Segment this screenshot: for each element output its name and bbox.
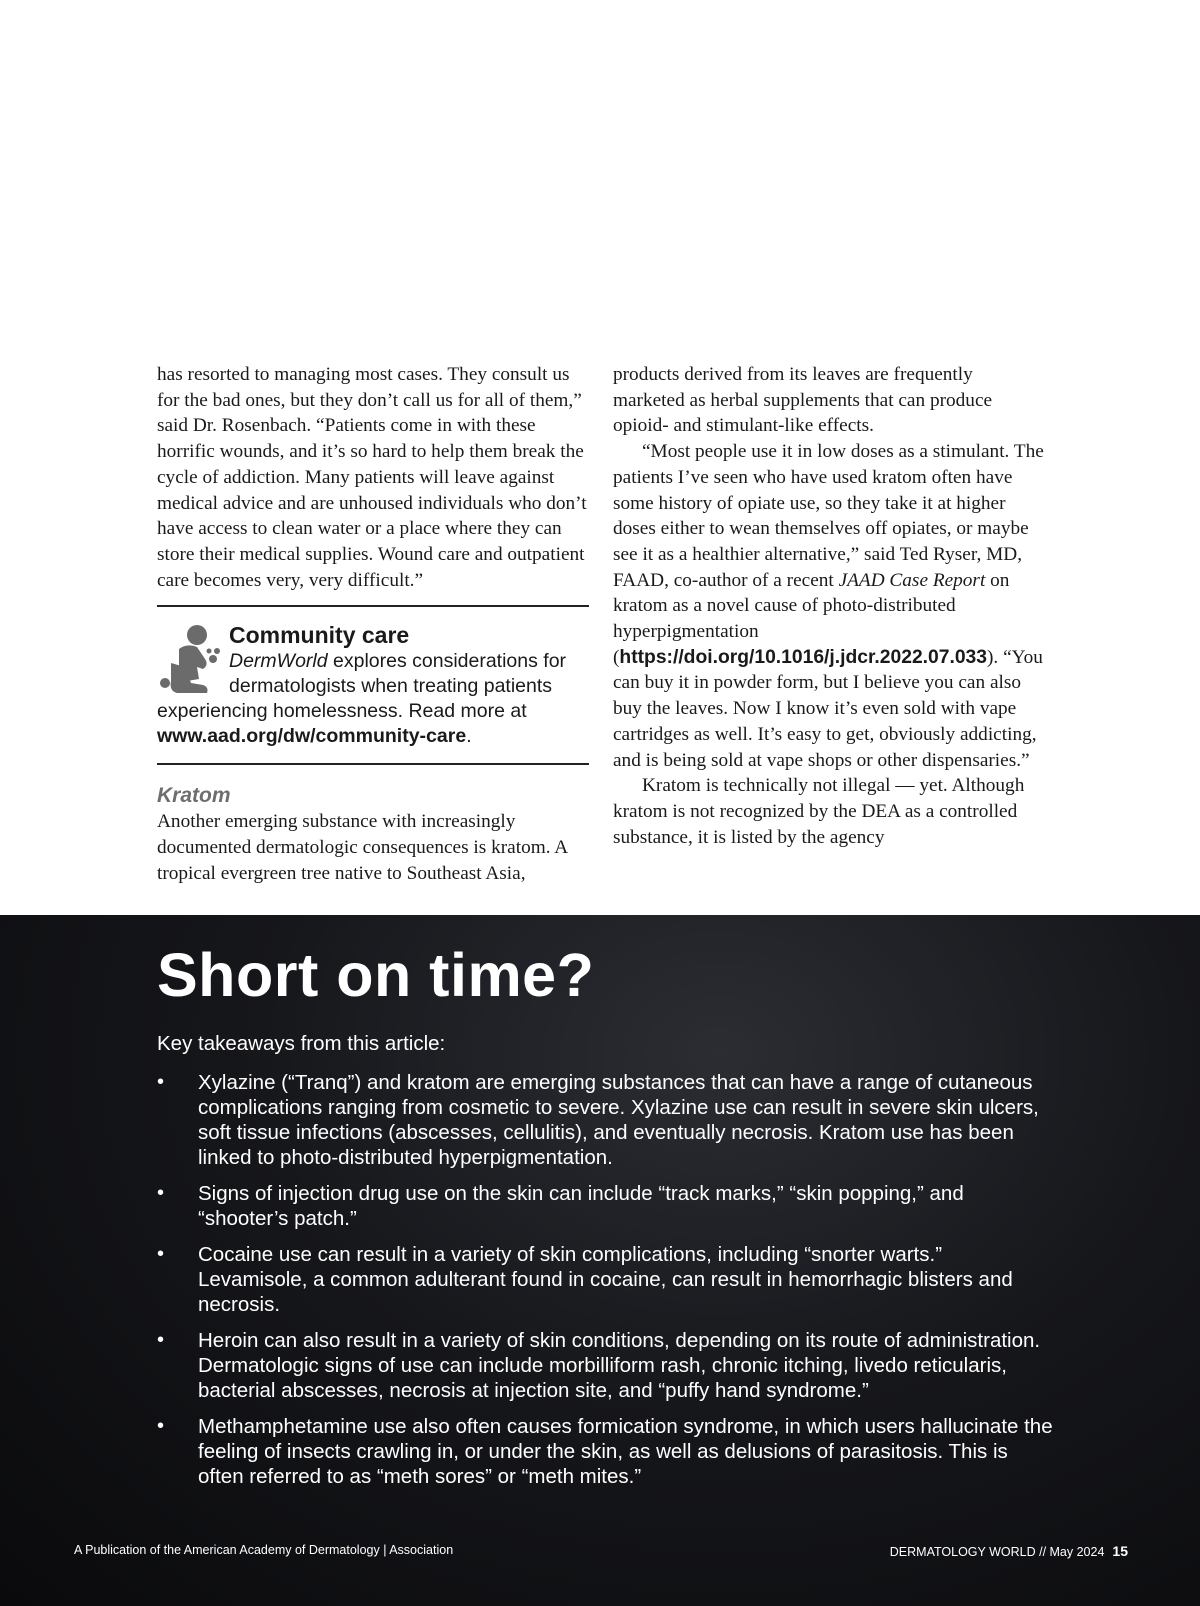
bullet-icon: • (157, 1243, 165, 1265)
list-item (157, 1242, 1057, 1317)
bullet-icon: • (157, 1329, 165, 1351)
magazine-issue (890, 1543, 1128, 1559)
takeaway-text: Signs of injection drug use on the skin can include “track marks,” “skin popping,” and “shooter’s patch.” (198, 1182, 964, 1230)
issue-label: DERMATOLOGY WORLD // May 2024 (889, 1545, 1105, 1559)
kratom-heading: Kratom (157, 784, 231, 808)
right-paragraph-2 (613, 439, 1045, 773)
community-care-link[interactable]: www.aad.org/dw/community-care (157, 725, 467, 748)
callout-body: explores considerations for dermatologists when treating patients experiencing homelessness. Read more at (157, 650, 567, 723)
bullet-icon: • (157, 1182, 165, 1204)
callout-dermworld: DermWorld (229, 650, 328, 673)
list-item (157, 1414, 1057, 1489)
list-item (157, 1070, 1057, 1170)
takeaway-text: Methamphetamine use also often causes formication syndrome, in which users hallucinate the feeling of insects crawling in, or under the skin, as well as delusions of parasitosis. This is often referred to as “meth sores” or “meth mites.” (198, 1415, 1053, 1488)
doi-link[interactable]: https://doi.org/10.1016/j.jdcr.2022.07.033 (619, 646, 988, 668)
bullet-icon: • (157, 1071, 165, 1093)
ryser-quote-a: “Most people use it in low doses as a stimulant. The patients I’ve seen who have used kratom often have some history of opiate use, so they take it at higher doses either to wean themselves off opiates, or maybe see it as a healthier alternative,” said Ted Ryser, MD, FAAD, co-author of a recent (613, 441, 1044, 591)
takeaways-intro: Key takeaways from this article: (157, 1032, 446, 1055)
person-caring-icon (157, 623, 223, 697)
list-item (157, 1181, 1057, 1231)
short-on-time-title: Short on time? (157, 941, 595, 1009)
takeaway-text: Cocaine use can result in a variety of skin complications, including “snorter warts.” Levamisole, a common adulterant found in cocaine, can result in hemorrhagic blisters and necrosis. (198, 1243, 1013, 1316)
community-care-callout (157, 605, 589, 765)
publication-credit: A Publication of the American Academy of Dermatology | Association (74, 1543, 454, 1557)
left-column (157, 362, 589, 886)
callout-title: Community care (229, 622, 410, 649)
takeaway-text: Xylazine (“Tranq”) and kratom are emerging substances that can have a range of cutaneous complications ranging from cosmetic to severe. Xylazine use can result in severe skin ulcers, soft tissue infections (abscesses, cellulitis), and eventually necrosis. Kratom use has been linked to photo-distributed hyperpigmentation. (198, 1071, 1039, 1169)
ryser-quote-c: ). “You can buy it in powder form, but I believe you can also buy the leaves. Now I know it’s even sold with vape cartridges as well. It’s easy to get, obviously addicting, and is being sold at vape shops or other dispensaries.” (613, 646, 1043, 771)
page-number: 15 (1112, 1543, 1128, 1559)
left-paragraph-2: Another emerging substance with increasingly documented dermatologic consequences is kratom. A tropical evergreen tree native to Southeast Asia, (157, 811, 568, 884)
right-paragraph-3: Kratom is technically not illegal — yet. Although kratom is not recognized by the DEA as a controlled substance, it is listed by the agency (613, 775, 1025, 848)
bullet-icon: • (157, 1415, 165, 1437)
ryser-quote-b: on kratom as a novel cause of photo-distributed hyperpigmentation ( (613, 569, 1010, 668)
left-paragraph-1: has resorted to managing most cases. They consult us for the bad ones, but they don’t call us for all of them,” said Dr. Rosenbach. “Patients come in with these horrific wounds, and it’s so hard to help them break the cycle of addiction. Many patients will leave against medical advice and are unhoused individuals who don’t have access to clean water or a place where they can store their medical supplies. Wound care and outpatient care becomes very, very difficult.” (157, 364, 587, 591)
jaad-case-report: JAAD Case Report (838, 569, 986, 591)
short-on-time-panel (0, 915, 1200, 1606)
right-column (613, 362, 1045, 850)
takeaways-list (157, 1070, 1057, 1500)
list-item (157, 1328, 1057, 1403)
right-paragraph-1: products derived from its leaves are frequently marketed as herbal supplements that can produce opioid- and stimulant-like effects. (613, 364, 993, 437)
takeaway-text: Heroin can also result in a variety of skin conditions, depending on its route of administration. Dermatologic signs of use can include morbilliform rash, chronic itching, livedo reticularis, bacterial abscesses, necrosis at injection site, and “puffy hand syndrome.” (198, 1329, 1041, 1402)
callout-period: . (466, 725, 472, 748)
